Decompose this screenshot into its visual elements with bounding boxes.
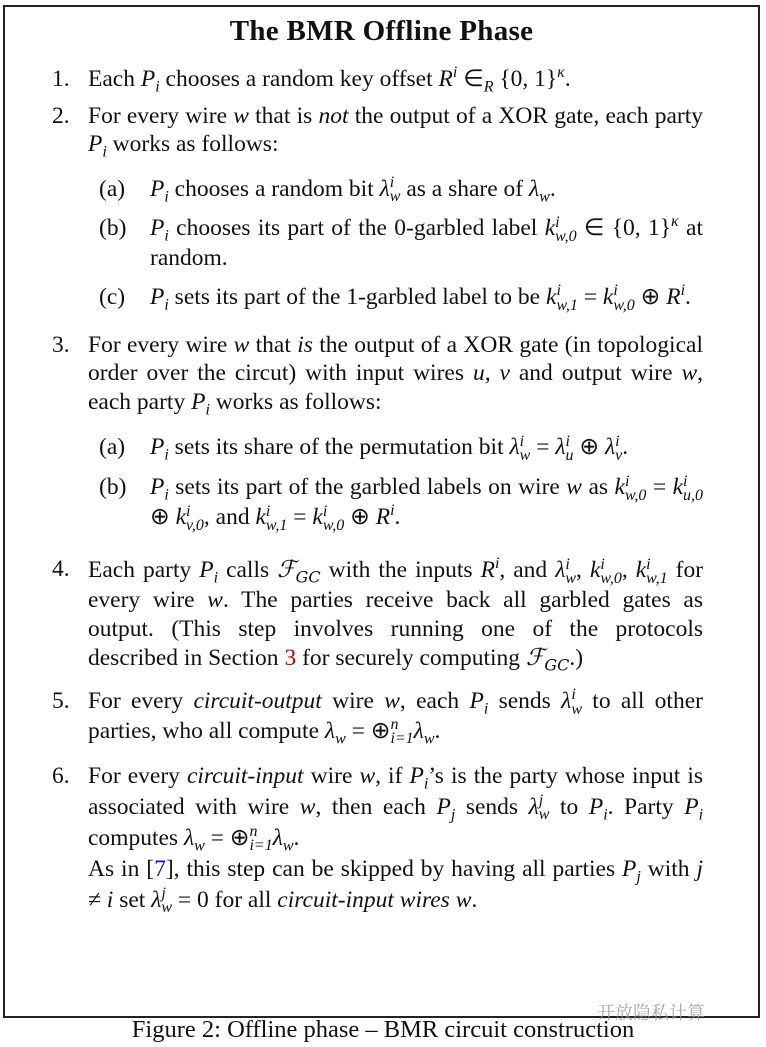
- text: with: [640, 855, 697, 882]
- text: wire: [303, 762, 360, 789]
- math-P: $P_i$: [191, 388, 210, 419]
- math-P: $P_i$: [150, 474, 169, 505]
- step-3b: [5, 473, 758, 533]
- text: =: [646, 474, 673, 501]
- text: chooses a random bit: [168, 175, 380, 202]
- math-lambda: $\lambda_w$: [529, 175, 550, 206]
- text: with the inputs: [320, 557, 481, 584]
- math-lambda: $\lambda_w$: [183, 824, 205, 855]
- math-lambda: λ i u: [555, 432, 574, 465]
- text: =: [530, 434, 556, 461]
- step-2b: [5, 214, 758, 272]
- math-P: $P_i$: [409, 762, 429, 793]
- emphasis: is: [297, 331, 313, 358]
- math-P: $P_i$: [88, 131, 107, 161]
- step-6: [5, 761, 758, 916]
- math-P: $P_i$: [150, 434, 169, 465]
- text: = ⊕: [345, 717, 391, 744]
- text: As in [: [88, 855, 155, 882]
- step-4: 4. Each party $P_i$ calls ℱ$_{GC}$ with the inputs $R^i$, and λ i w , k i w,0 , k i w,1 for every wire w. The parties receive back all garbled gates as output. (This step involves running one of the protocols described in Section 3 for securely computing ℱ$_{GC}$.): [52, 555, 704, 676]
- text: . Party: [607, 793, 685, 820]
- math-w: w: [207, 587, 223, 614]
- text: wire: [321, 687, 385, 714]
- text: sets its part of the 1-garbled label to be: [168, 283, 546, 310]
- text: ], this step can be skipped by having all parties: [165, 855, 623, 882]
- math-w: w: [384, 687, 400, 714]
- text: at random.: [150, 215, 703, 272]
- text: =: [287, 504, 313, 531]
- math-i: i: [106, 886, 114, 913]
- math-k: k i w,1: [635, 555, 668, 588]
- substep-label: (c): [99, 283, 126, 310]
- math-lambda: λ i w: [555, 555, 577, 588]
- math-uv: u, v: [472, 360, 510, 387]
- text: sends: [488, 687, 562, 714]
- math-lambda: λ j w: [528, 792, 550, 824]
- math-sub: R: [483, 78, 494, 96]
- math-lambda: $\lambda_w$: [413, 717, 435, 748]
- section-link[interactable]: 3: [284, 645, 297, 672]
- emphasis: circuit-input wires w: [277, 886, 472, 913]
- text: = 0 for all: [172, 886, 278, 913]
- text: =: [577, 283, 603, 310]
- text: Each: [88, 66, 141, 92]
- step-number: 6.: [52, 762, 70, 789]
- text: the output of a XOR gate, each party: [348, 102, 703, 129]
- text: ⊕: [573, 434, 605, 461]
- step-2: [5, 102, 758, 159]
- text: and output wire: [509, 360, 682, 387]
- text: works as follows:: [209, 388, 382, 415]
- math-w: w: [233, 102, 249, 129]
- text: chooses its part of the 0-garbled label: [168, 215, 545, 242]
- math-R: $R^i$: [438, 64, 458, 92]
- step-number: 4.: [52, 556, 70, 583]
- text: computes: [88, 824, 184, 851]
- step-3a: [5, 433, 758, 463]
- text: {0, 1}: [493, 66, 558, 92]
- text: , if: [375, 762, 410, 789]
- text: .: [394, 504, 401, 531]
- math-P: $P_i$: [150, 215, 169, 246]
- text: .: [434, 717, 441, 744]
- step-number: 1.: [52, 66, 70, 92]
- figure-caption: Figure 2: Offline phase – BMR circuit construction: [131, 1016, 635, 1043]
- substep-label: (a): [99, 434, 126, 461]
- math-P: $P_i$: [469, 687, 489, 718]
- text: to all other parties, who all compute: [88, 687, 703, 744]
- text: sets its part of the garbled labels on wire: [168, 474, 567, 501]
- step-number: 5.: [52, 687, 70, 714]
- text: to: [549, 793, 589, 820]
- math-sup: κ: [557, 64, 565, 82]
- math-lambda: $\lambda_w$: [272, 824, 294, 855]
- text: ⊕: [344, 504, 376, 531]
- text: chooses a random key offset: [159, 66, 439, 92]
- math-P: $P_j$: [436, 793, 456, 824]
- math-lambda: λ j w: [151, 885, 173, 917]
- step-2a: [5, 175, 758, 205]
- text: .: [549, 175, 556, 202]
- math-k: k i w,0: [589, 555, 622, 588]
- text: ∈: [457, 66, 484, 92]
- math-w: w: [233, 331, 250, 358]
- math-limits: n i=1: [249, 823, 273, 855]
- math-k: k i w,0: [602, 282, 635, 314]
- math-k: k i w,0: [544, 213, 577, 246]
- math-k: k i w,0: [312, 502, 345, 535]
- text: = ⊕: [204, 824, 250, 851]
- math-w: w: [566, 474, 582, 501]
- text: . The parties receive back all garbled gates as output. (This step involves running one of the protocols described in Section: [88, 587, 703, 672]
- text: for every wire: [88, 557, 704, 614]
- math-k: k i w,1: [546, 282, 578, 314]
- text: as: [581, 474, 615, 501]
- text: , and: [499, 557, 556, 584]
- text: ⊕: [150, 504, 176, 531]
- step-number: 3.: [52, 331, 70, 358]
- figure-title: The BMR Offline Phase: [229, 15, 534, 47]
- text: sets its share of the permutation bit: [168, 434, 510, 461]
- emphasis: circuit-output: [193, 687, 322, 714]
- math-w: w: [299, 793, 316, 820]
- text: , each: [399, 687, 470, 714]
- emphasis: circuit-input: [186, 762, 304, 789]
- text: For every: [88, 762, 187, 789]
- step-3: [5, 331, 758, 417]
- emphasis: not: [318, 102, 349, 129]
- text: .: [685, 283, 691, 310]
- text: ∈ {0, 1}: [576, 215, 672, 242]
- math-k: k i v,0: [175, 502, 204, 535]
- text: for securely computing: [296, 645, 526, 672]
- math-P: $P_i$: [150, 283, 169, 314]
- citation-link[interactable]: 7: [154, 855, 166, 882]
- step-1: [5, 65, 758, 94]
- math-lambda: $\lambda_w$: [324, 717, 346, 748]
- text: set: [113, 886, 152, 913]
- math-lambda: λ i w: [561, 686, 582, 718]
- step-5: [5, 687, 758, 747]
- text: For every: [88, 687, 194, 714]
- math-P: $P_i$: [588, 793, 608, 824]
- math-P: $P_j$: [622, 855, 641, 886]
- text: , each party: [88, 360, 703, 415]
- text: .: [471, 886, 478, 913]
- text: works as follows:: [106, 131, 279, 157]
- math-j: j: [696, 855, 703, 882]
- math-w: w: [681, 360, 698, 387]
- text: .): [569, 645, 584, 672]
- text: For every wire: [88, 102, 234, 129]
- text: , then each: [315, 793, 437, 820]
- step-2c: [5, 283, 758, 313]
- text: .: [293, 824, 300, 851]
- math-P: $P_i$: [684, 793, 703, 824]
- text: that: [249, 331, 298, 358]
- math-lambda: λ i w: [509, 432, 531, 465]
- math-P: $P_i$: [199, 557, 219, 588]
- text: .: [564, 66, 571, 92]
- text: that is: [248, 102, 319, 129]
- math-lambda: λ i v: [604, 432, 623, 465]
- text: as a share of: [400, 175, 529, 202]
- substep-label: (b): [99, 474, 127, 501]
- math-P: $P_i$: [140, 66, 160, 96]
- math-R: $R^i$: [480, 555, 500, 584]
- text: the output of a XOR gate (in topological order over the circut) with input wires: [88, 331, 703, 387]
- text: ⊕: [634, 283, 667, 310]
- text: , and: [203, 504, 256, 531]
- substep-label: (b): [99, 215, 127, 242]
- text: calls: [218, 557, 278, 584]
- text: ≠: [88, 886, 107, 913]
- step-number: 2.: [52, 102, 70, 129]
- math-k: k i u,0: [672, 472, 703, 505]
- math-R: $R^i$: [666, 282, 686, 310]
- watermark: 开放隐私计算: [597, 1003, 705, 1024]
- math-R: $R^i$: [375, 502, 395, 531]
- math-F-GC: ℱ$_{GC}$: [525, 643, 570, 676]
- math-P: $P_i$: [150, 175, 169, 206]
- text: .: [622, 434, 629, 461]
- text: sends: [455, 793, 529, 820]
- step-list: [5, 63, 758, 916]
- math-k: k i w,1: [255, 502, 288, 535]
- substep-label: (a): [99, 175, 126, 202]
- figure-box: [3, 5, 760, 1018]
- math-sup: κ: [671, 213, 679, 231]
- text: For every wire: [88, 331, 234, 358]
- math-k: k i w,0: [614, 472, 647, 505]
- math-limits: n i=1: [390, 716, 414, 748]
- text: ’s is the party whose input is associated with wire: [88, 762, 703, 820]
- math-F-GC: ℱ$_{GC}$: [277, 555, 321, 588]
- math-lambda: λ i w: [379, 173, 401, 206]
- math-w: w: [359, 762, 376, 789]
- text: Each party: [88, 557, 200, 584]
